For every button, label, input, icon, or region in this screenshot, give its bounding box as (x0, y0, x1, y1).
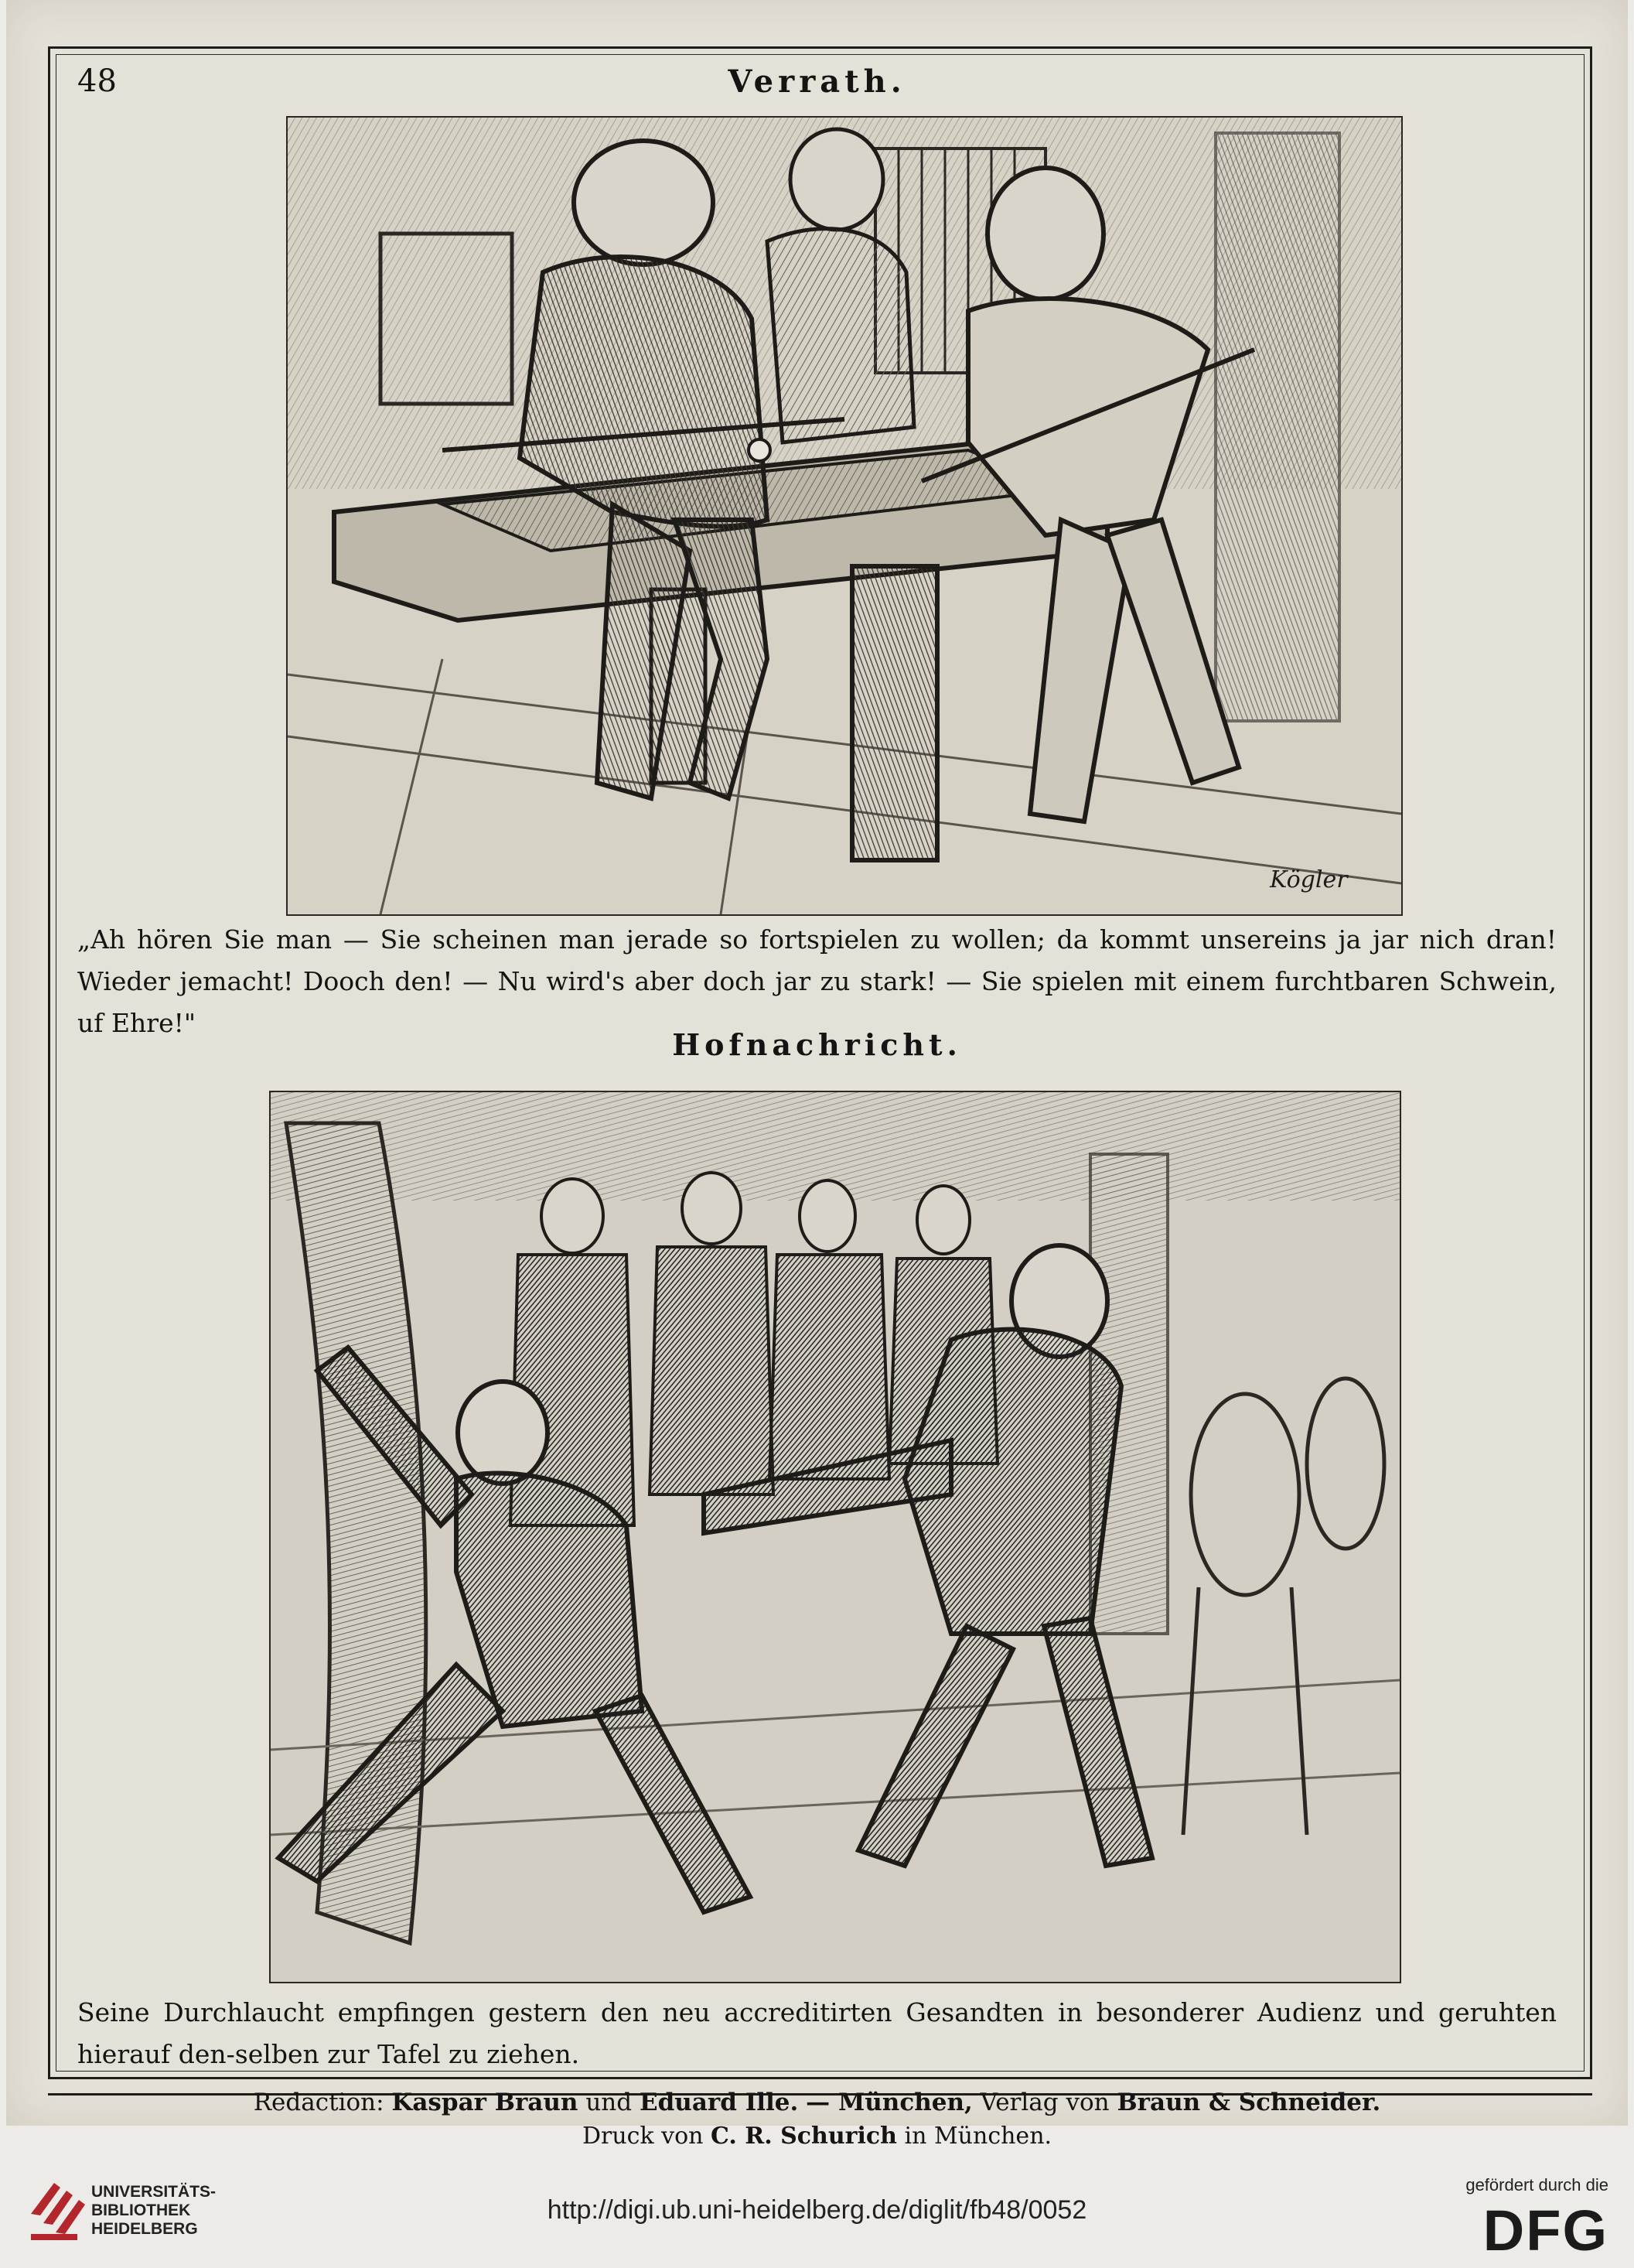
library-name-line: UNIVERSITÄTS- (91, 2183, 217, 2201)
billiards-engraving (288, 118, 1401, 914)
audience-engraving (271, 1092, 1400, 1982)
funding-note: gefördert durch die (1465, 2175, 1608, 2195)
imprint-publisher-label: Verlag von (980, 2089, 1110, 2116)
billiards-illustration (286, 116, 1403, 916)
imprint-editor1: Kaspar Braun (391, 2089, 578, 2116)
imprint-print-label: Druck von (582, 2123, 704, 2150)
permalink-url[interactable]: http://digi.ub.uni-heidelberg.de/diglit/fb48/0052 (547, 2195, 1087, 2225)
imprint-city: — München, (806, 2089, 973, 2116)
imprint-line-printer (0, 2123, 1634, 2150)
imprint-und: und (585, 2089, 633, 2116)
cartoon-title-hofnachricht: Hofnachricht. (672, 1027, 962, 1062)
imprint-redaction-label: Redaction: (253, 2089, 384, 2116)
cartoon-title-verrath: Verrath. (728, 63, 906, 100)
cartoon-caption-hofnachricht: Seine Durchlaucht empfingen gestern den neu accreditirten Gesandten in besonderer Audienz und geruhten hierauf den-selben zur Tafel zu ziehen. (77, 1997, 1557, 2069)
imprint-print-city: in München. (904, 2123, 1052, 2150)
imprint-publisher: Braun & Schneider. (1117, 2089, 1381, 2116)
library-name-line: HEIDELBERG (91, 2220, 198, 2238)
imprint-printer: C. R. Schurich (711, 2123, 897, 2150)
dfg-logo[interactable]: DFG (1482, 2198, 1608, 2263)
artist-signature: Kögler (1270, 866, 1348, 893)
imprint-line-editors (0, 2089, 1634, 2116)
cartoon-caption-verrath: „Ah hören Sie man — Sie scheinen man jerade so fortspielen zu wollen; da kommt unsereins ja jar nich dran! Wieder jemacht! Dooch den! — Nu wird's aber doch jar zu stark! — Sie spielen mit einem furchtbaren Schwein, uf Ehre!" (77, 924, 1557, 1038)
audience-illustration (269, 1091, 1401, 1983)
imprint-editor2: Eduard Ille. (639, 2089, 799, 2116)
library-name-line: BIBLIOTHEK (91, 2201, 191, 2219)
page-number: 48 (77, 63, 117, 99)
